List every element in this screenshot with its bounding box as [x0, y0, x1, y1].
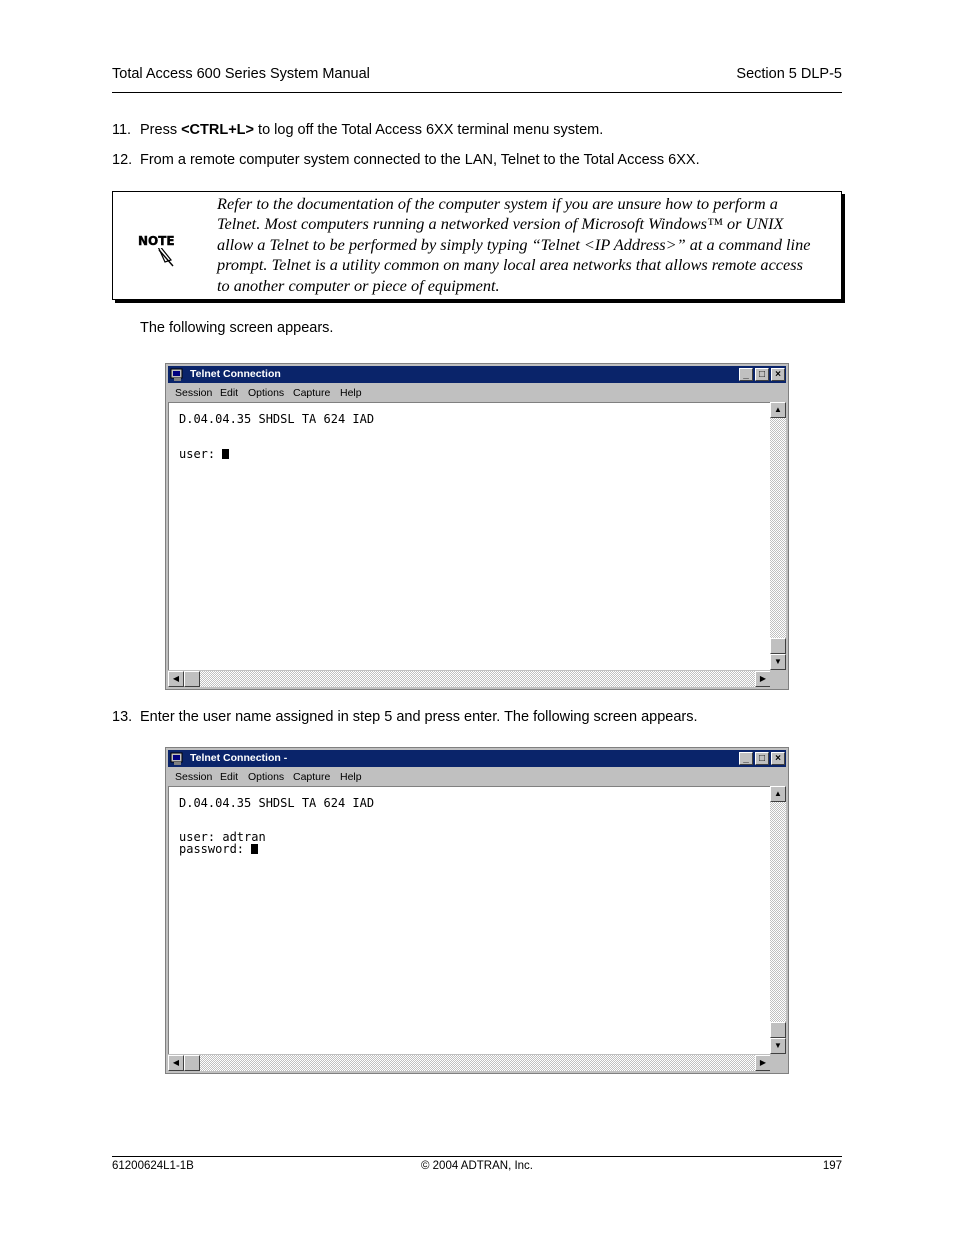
vertical-scrollbar[interactable]	[770, 402, 786, 670]
title-bar[interactable]	[168, 366, 786, 383]
note-icon	[135, 226, 179, 270]
menu-session[interactable]: Session	[175, 771, 213, 783]
following-screen-text: The following screen appears.	[140, 320, 334, 336]
note-line: to another computer or piece of equipment.	[217, 275, 500, 295]
window-title: Telnet Connection	[190, 368, 281, 380]
minimize-button[interactable]: _	[739, 368, 753, 381]
horizontal-scrollbar[interactable]	[168, 671, 771, 687]
header-section: Section 5 DLP-5	[736, 66, 842, 82]
terminal-password-line	[179, 843, 258, 855]
menu-bar	[168, 385, 786, 402]
menu-bar	[168, 769, 786, 786]
scroll-down-button[interactable]: ▼	[770, 654, 786, 670]
note-line: Telnet. Most computers running a networked version of Microsoft Windows™ or UNIX	[217, 214, 784, 234]
telnet-window-2	[165, 747, 789, 1074]
scroll-right-button[interactable]: ▶	[755, 671, 771, 687]
step-12	[112, 152, 700, 168]
scroll-down-button[interactable]: ▼	[770, 1038, 786, 1054]
scroll-thumb[interactable]	[770, 1022, 786, 1038]
footer-doc-number: 61200624L1-1B	[112, 1160, 194, 1172]
terminal-prompt-line	[179, 448, 229, 460]
title-bar[interactable]	[168, 750, 786, 767]
step-number: 13.	[112, 709, 133, 725]
header-title: Total Access 600 Series System Manual	[112, 66, 370, 82]
header-rule	[112, 92, 842, 93]
terminal-area[interactable]	[168, 402, 771, 670]
menu-session[interactable]: Session	[175, 387, 213, 399]
menu-options[interactable]: Options	[248, 387, 285, 399]
terminal-area[interactable]	[168, 786, 771, 1054]
footer-copyright: © 2004 ADTRAN, Inc.	[420, 1160, 534, 1172]
telnet-window-1	[165, 363, 789, 690]
step-text-suffix: to log off the Total Access 6XX terminal menu system.	[254, 122, 604, 138]
resize-grip[interactable]	[770, 671, 786, 687]
scroll-up-button[interactable]: ▲	[770, 402, 786, 418]
scroll-thumb[interactable]	[184, 671, 200, 687]
step-11	[112, 122, 603, 138]
menu-options[interactable]: Options	[248, 771, 285, 783]
terminal-user-line: user: adtran	[179, 830, 266, 844]
password-prompt: password:	[179, 842, 252, 856]
scroll-thumb[interactable]	[770, 638, 786, 654]
telnet-app-icon[interactable]	[170, 751, 185, 766]
resize-grip[interactable]	[770, 1055, 786, 1071]
note-line: allow a Telnet to be performed by simply typing “Telnet <IP Address>” at a command line	[217, 234, 811, 254]
user-prompt: user:	[179, 447, 223, 461]
terminal-banner: D.04.04.35 SHDSL TA 624 IAD	[179, 796, 375, 810]
note-text	[217, 194, 837, 296]
close-button[interactable]: ×	[771, 368, 785, 381]
step-13	[112, 709, 698, 725]
menu-help[interactable]: Help	[340, 771, 362, 783]
horizontal-scrollbar[interactable]	[168, 1055, 771, 1071]
maximize-button[interactable]: □	[755, 368, 769, 381]
menu-edit[interactable]: Edit	[220, 387, 239, 399]
scroll-left-button[interactable]: ◀	[168, 671, 184, 687]
note-box	[112, 191, 842, 300]
note-line: Refer to the documentation of the computer system if you are unsure how to perform a	[217, 194, 778, 213]
scroll-up-button[interactable]: ▲	[770, 786, 786, 802]
window-title: Telnet Connection -	[190, 752, 288, 764]
scroll-thumb[interactable]	[184, 1055, 200, 1071]
scroll-left-button[interactable]: ◀	[168, 1055, 184, 1071]
footer-page-number: 197	[822, 1160, 842, 1172]
menu-capture[interactable]: Capture	[293, 771, 331, 783]
text-cursor	[251, 844, 258, 854]
note-line: prompt. Telnet is a utility common on many local area networks that allows remote access	[217, 255, 803, 275]
step-number: 11.	[112, 122, 132, 138]
step-text: Enter the user name assigned in step 5 and press enter. The following screen appears.	[140, 709, 698, 725]
menu-edit[interactable]: Edit	[220, 771, 239, 783]
step-number: 12.	[112, 152, 133, 168]
step-text: From a remote computer system connected to the LAN, Telnet to the Total Access 6XX.	[140, 152, 700, 168]
footer-rule	[112, 1156, 842, 1157]
close-button[interactable]: ×	[771, 752, 785, 765]
maximize-button[interactable]: □	[755, 752, 769, 765]
vertical-scrollbar[interactable]	[770, 786, 786, 1054]
note-icon-label: NOTE	[138, 234, 175, 248]
telnet-app-icon[interactable]	[170, 367, 185, 382]
step-text-prefix: Press	[140, 122, 182, 138]
text-cursor	[222, 449, 229, 459]
scroll-right-button[interactable]: ▶	[755, 1055, 771, 1071]
menu-help[interactable]: Help	[340, 387, 362, 399]
menu-capture[interactable]: Capture	[293, 387, 331, 399]
minimize-button[interactable]: _	[739, 752, 753, 765]
step-key: <CTRL+L>	[181, 122, 255, 138]
terminal-banner: D.04.04.35 SHDSL TA 624 IAD	[179, 412, 375, 426]
